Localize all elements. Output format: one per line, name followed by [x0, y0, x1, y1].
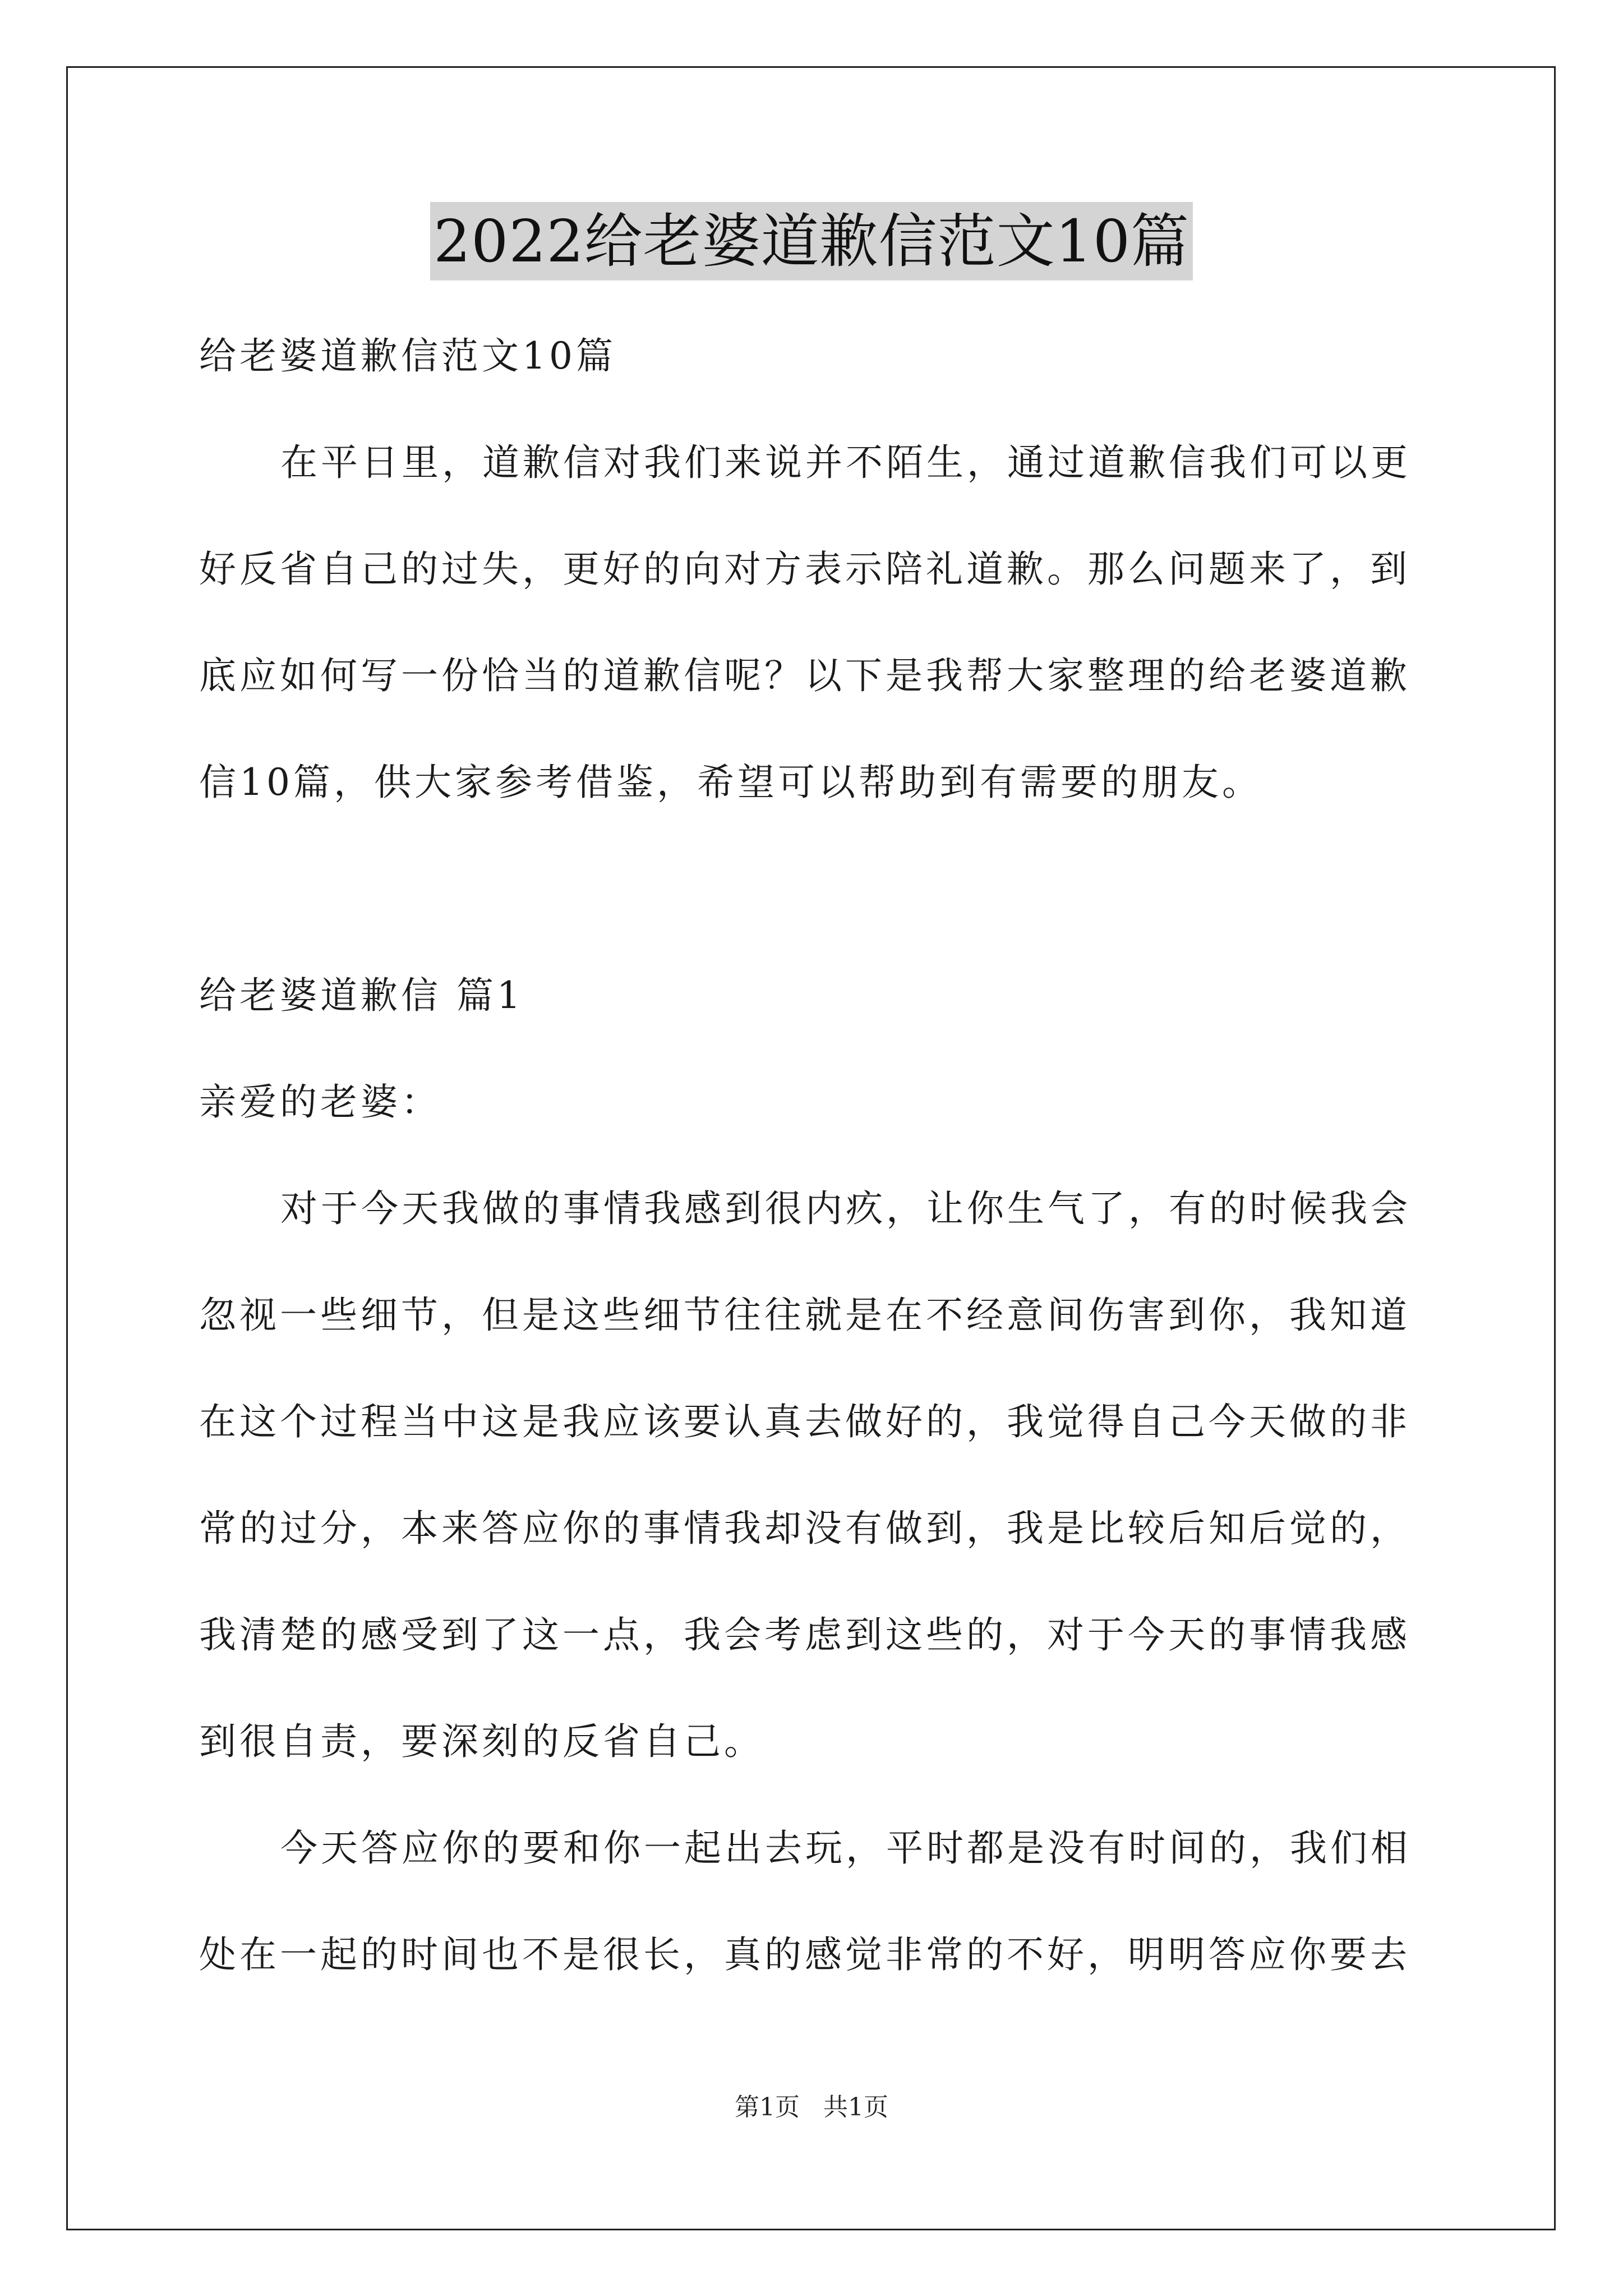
paragraph-line: 常的过分，本来答应你的事情我却没有做到，我是比较后知后觉的，: [199, 1507, 1410, 1550]
paragraph-line: 我清楚的感受到了这一点，我会考虑到这些的，对于今天的事情我感: [199, 1613, 1410, 1657]
intro-line: 底应如何写一份恰当的道歉信呢？以下是我帮大家整理的给老婆道歉: [199, 654, 1410, 697]
paragraph-line: 到很自责，要深刻的反省自己。: [199, 1720, 764, 1763]
intro-line: 好反省自己的过失，更好的向对方表示陪礼道歉。那么问题来了，到: [199, 547, 1410, 591]
title-container: [0, 202, 1623, 280]
paragraph-line: 今天答应你的要和你一起出去玩，平时都是没有时间的，我们相: [280, 1826, 1411, 1870]
page-number: 第1页: [735, 2093, 800, 2122]
paragraph-line: 处在一起的时间也不是很长，真的感觉非常的不好，明明答应你要去: [199, 1933, 1410, 1976]
intro-line: 在平日里，道歉信对我们来说并不陌生，通过道歉信我们可以更: [280, 441, 1411, 484]
document-title: 2022给老婆道歉信范文10篇: [430, 202, 1193, 280]
paragraph-line: 在这个过程当中这是我应该要认真去做好的，我觉得自己今天做的非: [199, 1400, 1410, 1443]
page-total: 共1页: [823, 2093, 888, 2122]
document-body: [199, 303, 1433, 2008]
spacer: [199, 836, 1433, 942]
salutation: 亲爱的老婆：: [199, 1080, 441, 1124]
paragraph-line: 忽视一些细节，但是这些细节往往就是在不经意间伤害到你，我知道: [199, 1294, 1410, 1337]
intro-line: 信10篇，供大家参考借鉴，希望可以帮助到有需要的朋友。: [199, 761, 1262, 804]
paragraph-line: 对于今天我做的事情我感到很内疚，让你生气了，有的时候我会: [280, 1187, 1411, 1230]
subtitle: 给老婆道歉信范文10篇: [199, 334, 616, 378]
section-heading: 给老婆道歉信 篇1: [199, 974, 524, 1017]
page-footer: [0, 2087, 1623, 2123]
